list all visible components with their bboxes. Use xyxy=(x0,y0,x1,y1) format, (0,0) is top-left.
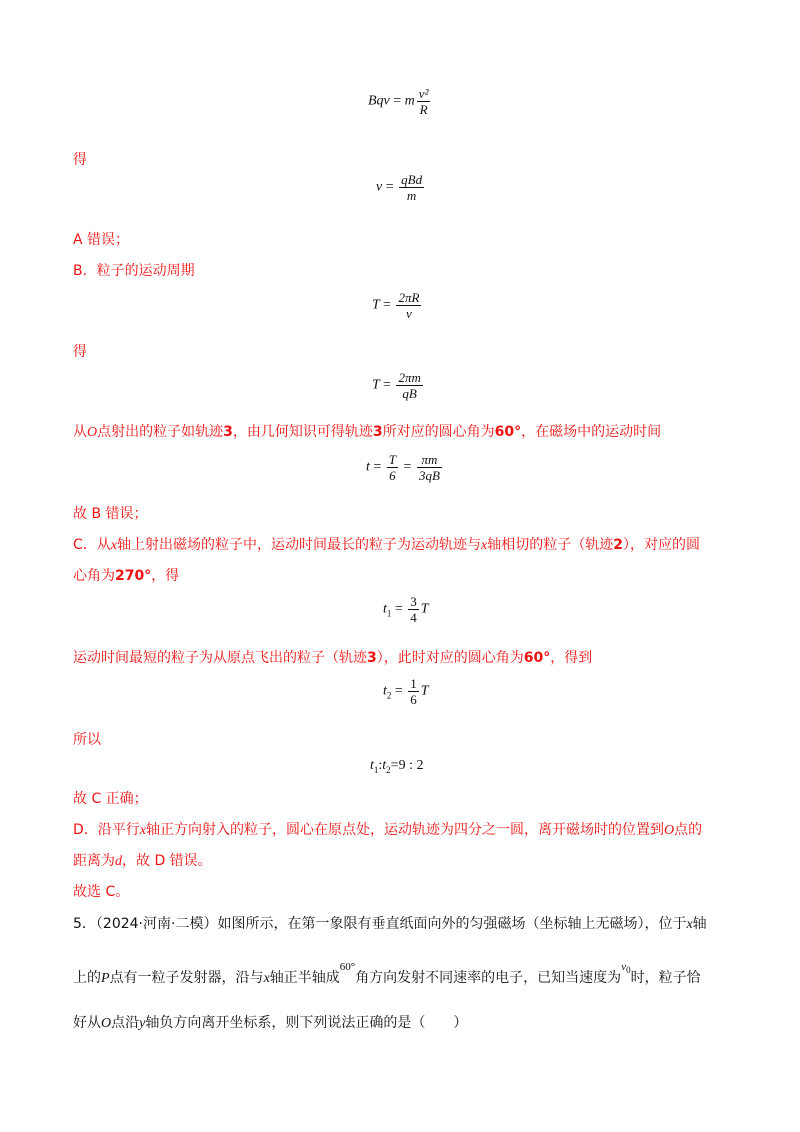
eq-t2: t xyxy=(382,758,387,773)
frac-denominator: 6 xyxy=(410,692,417,707)
option-b-intro: B．粒子的运动周期 xyxy=(73,263,195,279)
equation-period-radius xyxy=(372,290,423,321)
text-segment: 从 xyxy=(73,424,87,440)
eq-sign: = xyxy=(383,377,391,393)
symbol-x: x xyxy=(110,538,117,553)
text-segment: C．从 xyxy=(73,537,111,553)
eq-lhs: T xyxy=(372,377,380,393)
eq-fraction xyxy=(408,594,419,625)
text-segment: 心角为 xyxy=(73,568,115,584)
text-segment: 轴负方向离开坐标系，则下列说法正确的是（ xyxy=(145,1015,426,1031)
equation-velocity xyxy=(376,172,426,203)
symbol-d: d xyxy=(115,854,122,869)
frac-denominator: m xyxy=(406,188,417,203)
text-segment: 点有一粒子发射器，沿与 xyxy=(109,970,264,986)
text-segment: 轴相切的粒子（轨迹 xyxy=(487,537,614,553)
angle-value: 60° xyxy=(523,650,551,666)
frac-denominator: 4 xyxy=(410,610,417,625)
question-5-line-2 xyxy=(73,961,701,987)
frac-numerator: qBd xyxy=(401,172,423,187)
text-segment: 轴正半轴成 xyxy=(269,970,340,986)
text-segment: 上的 xyxy=(73,970,101,986)
number-3: 3 xyxy=(223,424,233,440)
equation-time-trajectory-3 xyxy=(366,452,444,483)
eq-sign: = xyxy=(393,93,402,109)
eq-fraction xyxy=(396,370,422,401)
text-segment: ，得 xyxy=(151,568,180,584)
frac-numerator: 2πR xyxy=(398,290,420,305)
symbol-o: O xyxy=(101,1016,112,1031)
eq-ratio-value: =9 : 2 xyxy=(390,758,424,773)
frac-numerator: πm xyxy=(417,452,442,468)
text-de-2: 得 xyxy=(73,344,87,360)
symbol-p: P xyxy=(101,971,110,986)
angle-value: 270° xyxy=(115,568,152,584)
symbol-v: v xyxy=(621,961,627,973)
eq-colon: : xyxy=(378,758,383,773)
text-segment: 所对应的圆心角为 xyxy=(382,424,495,440)
velocity-symbol xyxy=(621,961,631,976)
frac-denominator: 6 xyxy=(389,468,396,483)
frac-denominator: v xyxy=(406,306,412,321)
frac-denominator: qB xyxy=(402,386,417,401)
option-c-conclusion: 故 C 正确； xyxy=(73,791,148,807)
frac-denominator: 3qB xyxy=(418,468,440,483)
text-segment: ，在磁场中的运动时间 xyxy=(521,424,662,440)
text-segment: 好从 xyxy=(73,1015,101,1031)
frac-numerator: 2πm xyxy=(398,370,421,385)
eq-sign: = xyxy=(383,297,391,313)
option-c-line-1 xyxy=(73,537,700,554)
eq-subscript: 1 xyxy=(386,608,392,619)
text-segment: ，故 D 错误。 xyxy=(122,853,212,869)
frac-numerator: 3 xyxy=(410,594,417,609)
eq-rhs: T xyxy=(420,683,429,699)
text-segment: 运动时间最短的粒子为从原点飞出的粒子（轨迹 xyxy=(73,650,367,666)
question-5-line-1 xyxy=(73,913,707,933)
equation-t1 xyxy=(383,594,429,625)
number-2: 2 xyxy=(613,537,623,553)
option-d-line-1 xyxy=(73,822,702,839)
number-3: 3 xyxy=(367,650,377,666)
text-segment: 点沿 xyxy=(111,1015,140,1031)
symbol-x: x xyxy=(481,538,488,553)
answer-choice: 故选 C。 xyxy=(73,884,130,900)
eq-subscript: 1 xyxy=(373,764,379,775)
eq-lhs: t xyxy=(366,459,370,475)
eq-sign: = xyxy=(394,601,403,617)
symbol-y: y xyxy=(139,1016,146,1031)
eq-fraction xyxy=(417,452,442,483)
frac-numerator: v² xyxy=(418,86,429,101)
option-c-line-2 xyxy=(73,568,179,584)
equation-ratio xyxy=(370,758,423,775)
equation-t2 xyxy=(383,676,429,707)
equation-period-mass xyxy=(372,370,425,401)
eq-fraction xyxy=(417,86,431,117)
frac-numerator: T xyxy=(388,452,397,467)
text-segment: D．沿平行 xyxy=(73,822,140,838)
text-de-1: 得 xyxy=(73,152,87,168)
eq-sign: = xyxy=(385,179,394,195)
angle-value: 60° xyxy=(339,961,356,973)
eq-rhs: T xyxy=(420,601,429,617)
equation-lorentz-centripetal xyxy=(368,86,432,117)
eq-sign: = xyxy=(403,459,412,475)
symbol-x: x xyxy=(263,971,270,986)
text-segment: 轴 xyxy=(692,916,707,932)
eq-t1: t xyxy=(370,758,374,773)
symbol-x: x xyxy=(139,823,146,838)
text-suoyi: 所以 xyxy=(73,732,101,748)
text-segment: ，由几何知识可得轨迹 xyxy=(232,424,373,440)
number-3: 3 xyxy=(372,424,383,440)
frac-denominator: R xyxy=(419,102,428,117)
eq-lhs: T xyxy=(372,297,380,313)
eq-sign: = xyxy=(394,683,403,699)
eq-fraction xyxy=(408,676,419,707)
frac-numerator: 1 xyxy=(410,676,417,691)
eq-lhs: Bqv xyxy=(368,93,390,109)
option-d-line-2 xyxy=(73,853,212,870)
text-segment: 轴上射出磁场的粒子中，运动时间最长的粒子为运动轨迹与 xyxy=(117,537,481,553)
angle-value: 60° xyxy=(494,424,522,440)
text-segment: 角方向发射不同速率的电子，已知当速度为 xyxy=(355,970,622,986)
text-segment: ，得到 xyxy=(550,650,593,666)
eq-lhs: t xyxy=(383,601,387,617)
eq-mass: m xyxy=(404,93,415,109)
paragraph-trajectory-3 xyxy=(73,424,661,441)
text-segment: ），此时对应的圆心角为 xyxy=(376,650,524,666)
text-segment: 点射出的粒子如轨迹 xyxy=(97,424,224,440)
text-segment: 时，粒子恰 xyxy=(630,970,701,986)
symbol-o: O xyxy=(87,425,98,440)
option-a-conclusion: A 错误； xyxy=(73,232,130,248)
symbol-x: x xyxy=(686,917,693,932)
eq-subscript: 2 xyxy=(386,690,392,701)
eq-fraction xyxy=(387,452,398,483)
option-b-conclusion: 故 B 错误； xyxy=(73,506,148,522)
text-segment: （2024·河南·二模）如图所示，在第一象限有垂直纸面向外的匀强磁场（坐标轴上无磁场），位于 xyxy=(95,916,687,932)
text-segment: ） xyxy=(453,1015,468,1031)
symbol-o: O xyxy=(664,823,675,838)
eq-fraction xyxy=(396,290,421,321)
eq-fraction xyxy=(399,172,424,203)
option-c-line-3 xyxy=(73,650,592,666)
eq-lhs: t xyxy=(383,683,387,699)
eq-lhs: v xyxy=(376,179,383,195)
text-segment: 距离为 xyxy=(73,853,115,869)
symbol-subscript: 0 xyxy=(626,965,631,976)
question-number: 5． xyxy=(73,916,96,932)
eq-subscript: 2 xyxy=(386,764,391,775)
text-segment: ），对应的圆 xyxy=(622,537,700,553)
text-segment: 轴正方向射入的粒子，圆心在原点处，运动轨迹为四分之一圆，离开磁场时的位置到 xyxy=(146,822,664,838)
text-segment: 点的 xyxy=(674,822,703,838)
eq-sign: = xyxy=(373,459,382,475)
question-5-line-3 xyxy=(73,1012,467,1032)
